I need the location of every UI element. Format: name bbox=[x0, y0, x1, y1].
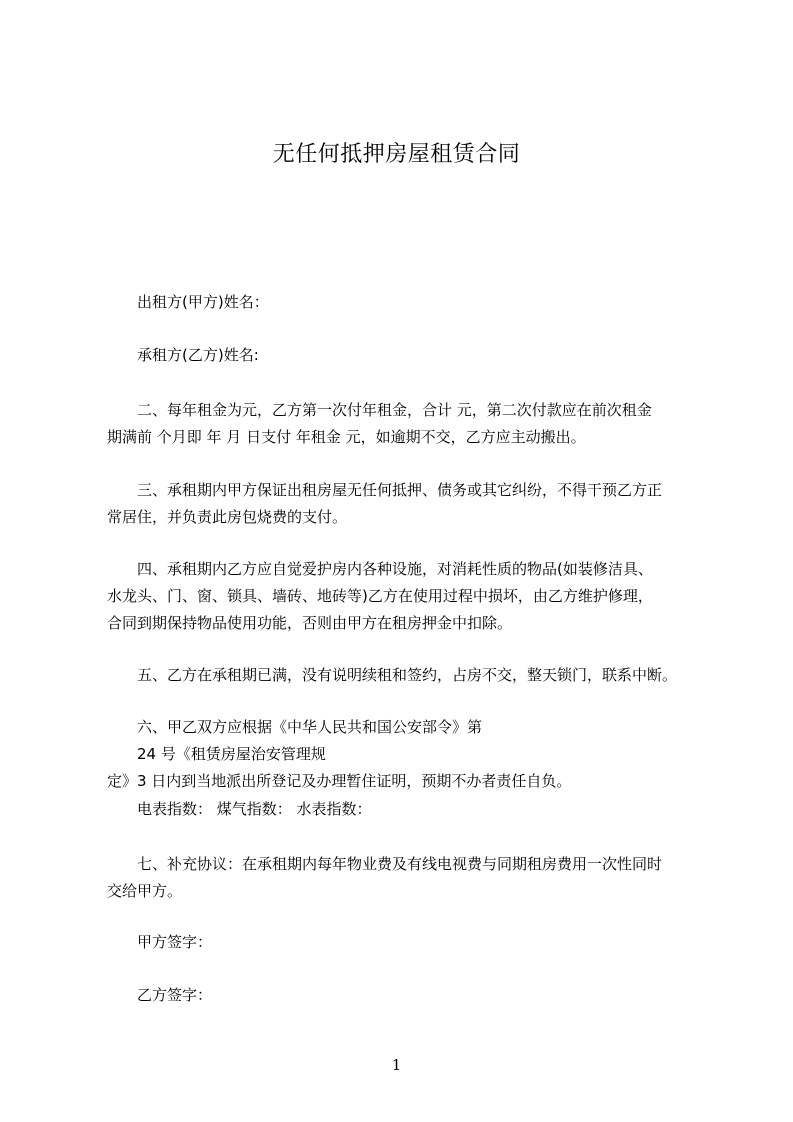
clause-6-line-1-part-b: 24 号《租赁房屋治安管理规 bbox=[137, 745, 326, 763]
clause-6 bbox=[107, 714, 707, 795]
clause-4-line-3: 合同到期保持物品使用功能，否则由甲方在租房押金中扣除。 bbox=[107, 614, 513, 632]
clause-4-line-1: 四、承租期内乙方应自觉爱护房内各种设施，对消耗性质的物品(如装修洁具、 bbox=[137, 560, 653, 578]
clause-2-line-1: 二、每年租金为元，乙方第一次付年租金，合计 元，第二次付款应在前次租金 bbox=[137, 401, 652, 419]
clause-7 bbox=[107, 851, 707, 905]
clause-7-line-2: 交给甲方。 bbox=[107, 882, 183, 900]
clause-2-line-2: 期满前 个月即 年 月 日支付 年租金 元，如逾期不交，乙方应主动搬出。 bbox=[107, 428, 586, 446]
tenant-name-label: 承租方(乙方)姓名: bbox=[137, 346, 259, 364]
clause-5: 五、乙方在承租期已满，没有说明续租和签约，占房不交，整天锁门，联系中断。 bbox=[137, 666, 678, 684]
clause-4 bbox=[107, 556, 707, 637]
clause-3-line-2: 常居住，并负责此房包烧费的支付。 bbox=[107, 508, 348, 526]
tenant-signature-label: 乙方签字： bbox=[137, 986, 213, 1004]
page-number: 1 bbox=[391, 1056, 402, 1074]
clause-7-line-1: 七、补充协议：在承租期内每年物业费及有线电视费与同期租房费用一次性同时 bbox=[137, 855, 663, 873]
clause-6-line-2: 定》3 日内到当地派出所登记及办理暂住证明，预期不办者责任自负。 bbox=[107, 772, 572, 790]
landlord-signature-label: 甲方签字： bbox=[137, 933, 213, 951]
clause-6-line-1-part-a: 六、甲乙双方应根据《中华人民共和国公安部令》第 bbox=[137, 718, 483, 736]
clause-3 bbox=[107, 477, 707, 531]
clause-3-line-1: 三、承租期内甲方保证出租房屋无任何抵押、债务或其它纠纷，不得干预乙方正 bbox=[137, 481, 663, 499]
landlord-name-label: 出租方(甲方)姓名： bbox=[137, 293, 269, 311]
clause-2 bbox=[107, 397, 707, 451]
clause-6-line-1 bbox=[107, 714, 707, 768]
meter-readings: 电表指数： 煤气指数： 水表指数： bbox=[137, 800, 372, 818]
clause-4-line-2: 水龙头、门、窗、锁具、墙砖、地砖等)乙方在使用过程中损坏，由乙方维护修理， bbox=[107, 587, 653, 605]
page-title: 无任何抵押房屋租赁合同 bbox=[272, 142, 521, 167]
